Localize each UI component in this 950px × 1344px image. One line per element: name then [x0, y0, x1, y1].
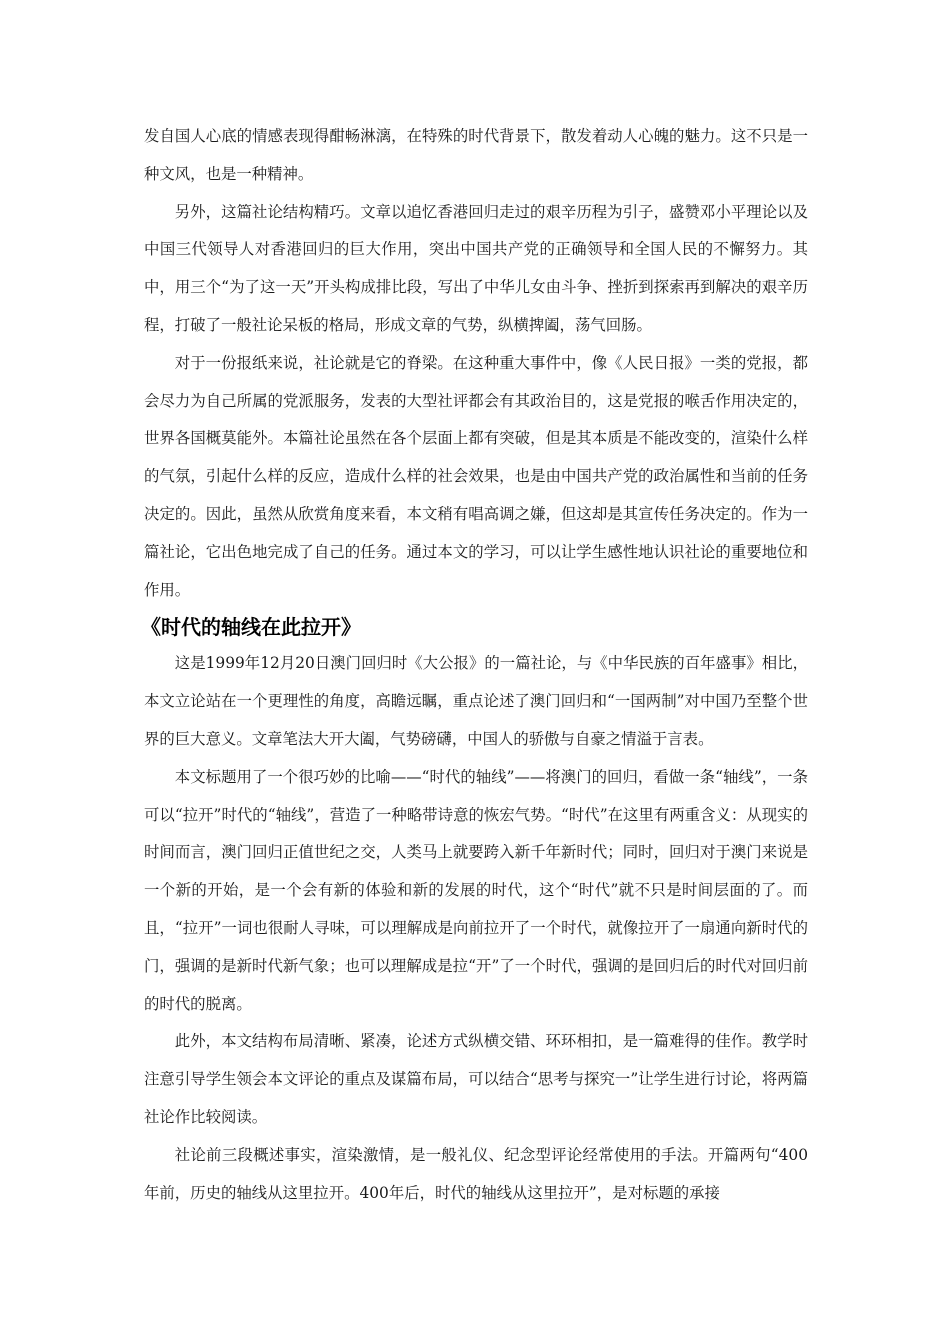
paragraph-editorial-role: 对于一份报纸来说，社论就是它的脊梁。在这种重大事件中，像《人民日报》一类的党报，都会尽力为自己所属的党派服务，发表的大型社评都会有其政治目的，这是党报的喉舌作用决定的，世界各国概莫能外。本篇社论虽然在各个层面上都有突破，但是其本质是不能改变的，渲染什么样的气氛，引起什么样的反应，造成什么样的社会效果，也是由中国共产党的政治属性和当前的任务决定的。因此，虽然从欣赏角度来看，本文稍有唱高调之嫌，但这却是其宣传任务决定的。作为一篇社论，它出色地完成了自己的任务。通过本文的学习，可以让学生感性地认识社论的重要地位和作用。 [144, 353, 808, 599]
paragraph-intro: 这是1999年12月20日澳门回归时《大公报》的一篇社论，与《中华民族的百年盛事》相比，本文立论站在一个更理性的角度，高瞻远瞩，重点论述了澳门回归和“一国两制”对中国乃至整个世界的巨大意义。文章笔法大开大阖，气势磅礴，中国人的骄傲与自豪之情溢于言表。 [144, 654, 808, 748]
paragraph-continued: 发自国人心底的情感表现得酣畅淋漓，在特殊的时代背景下，散发着动人心魄的魅力。这不只是一种文风，也是一种精神。 [144, 127, 808, 183]
section-heading: 《时代的轴线在此拉开》 [141, 615, 361, 640]
document-page [141, 118, 808, 1212]
paragraph-opening-analysis: 社论前三段概述事实，渲染激情，是一般礼仪、纪念型评论经常使用的手法。开篇两句“400年前，历史的轴线从这里拉开。400年后，时代的轴线从这里拉开”，是对标题的承接 [144, 1145, 808, 1202]
paragraph-structure: 另外，这篇社论结构精巧。文章以追忆香港回归走过的艰辛历程为引子，盛赞邓小平理论以及中国三代领导人对香港回归的巨大作用，突出中国共产党的正确领导和全国人民的不懈努力。其中，用三个“为了这一天”开头构成排比段，写出了中华儿女由斗争、挫折到探索再到解决的艰辛历程，打破了一般社论呆板的格局，形成文章的气势，纵横捭阖，荡气回肠。 [144, 202, 808, 334]
paragraph-title-metaphor: 本文标题用了一个很巧妙的比喻——“时代的轴线”——将澳门的回归，看做一条“轴线”，一条可以“拉开”时代的“轴线”，营造了一种略带诗意的恢宏气势。“时代”在这里有两重含义：从现实的时间而言，澳门回归正值世纪之交，人类马上就要跨入新千年新时代；同时，回归对于澳门来说是一个新的开始，是一个会有新的体验和新的发展的时代，这个“时代”就不只是时间层面的了。而且，“拉开”一词也很耐人寻味，可以理解成是向前拉开了一个时代，就像拉开了一扇通向新时代的门，强调的是新时代新气象；也可以理解成是拉“开”了一个时代，强调的是回归后的时代对回归前的时代的脱离。 [144, 767, 808, 1013]
paragraph-structure-layout: 此外，本文结构布局清晰、紧凑，论述方式纵横交错、环环相扣，是一篇难得的佳作。教学时注意引导学生领会本文评论的重点及谋篇布局，可以结合“思考与探究一”让学生进行讨论，将两篇社论作比较阅读。 [144, 1032, 808, 1126]
